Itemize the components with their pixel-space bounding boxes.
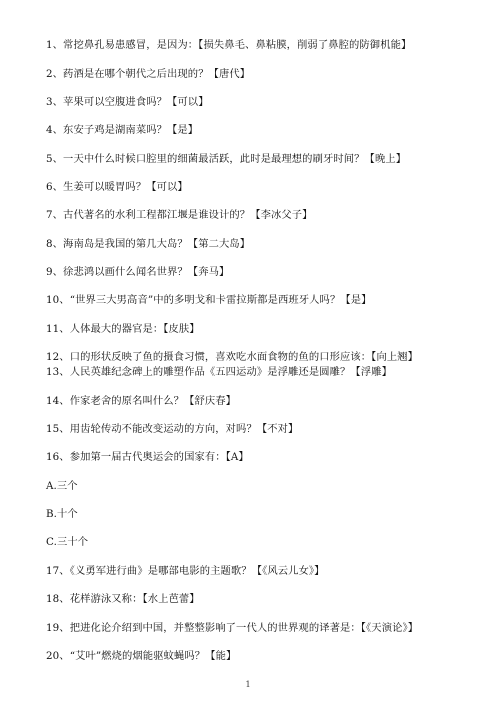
question-line-20: 20、“艾叶”燃烧的烟能驱蚊蝇吗？【能】 [46, 650, 237, 662]
question-line-17: 17、《义勇军进行曲》是哪部电影的主题歌？【《风云儿女》】 [46, 565, 325, 577]
question-line-13: 13、人民英雄纪念碑上的雕塑作品《五四运动》是浮雕还是圆雕？【浮雕】 [46, 366, 393, 378]
question-line-15: 15、用齿轮传动不能改变运动的方向，对吗？【不对】 [46, 423, 299, 435]
option-line-a: A.三个 [46, 480, 78, 492]
question-line-9: 9、徐悲鸿以画什么闻名世界？【奔马】 [46, 266, 230, 278]
question-line-11: 11、人体最大的器官是：【皮肤】 [46, 323, 200, 335]
question-line-18: 18、花样游泳又称：【水上芭蕾】 [46, 593, 200, 605]
question-line-19: 19、把进化论介绍到中国，并整整影响了一代人的世界观的译著是：【《天演论》】 [46, 622, 419, 634]
option-line-b: B.十个 [46, 508, 78, 520]
question-line-4: 4、东安子鸡是湖南菜吗？【是】 [46, 124, 199, 136]
question-line-10: 10、“世界三大男高音”中的多明戈和卡雷拉斯都是西班牙人吗？【是】 [46, 294, 372, 306]
question-line-6: 6、生姜可以暖胃吗？【可以】 [46, 181, 188, 193]
page-number: 1 [245, 680, 251, 689]
question-line-7: 7、古代著名的水利工程都江堰是谁设计的？【李冰父子】 [46, 209, 313, 221]
question-line-5: 5、一天中什么时候口腔里的细菌最活跃，此时是最理想的刷牙时间？【晚上】 [46, 153, 407, 165]
question-line-1: 1、常挖鼻孔易患感冒，是因为：【损失鼻毛、鼻粘膜，削弱了鼻腔的防御机能】 [46, 39, 412, 51]
question-line-8: 8、海南岛是我国的第几大岛？【第二大岛】 [46, 238, 251, 250]
question-line-2: 2、药酒是在哪个朝代之后出现的？【唐代】 [46, 68, 251, 80]
question-line-12: 12、口的形状反映了鱼的摄食习惯，喜欢吃水面食物的鱼的口形应该：【向上翘】 [46, 351, 419, 363]
question-line-14: 14、作家老舍的原名叫什么？【舒庆春】 [46, 395, 237, 407]
option-line-c: C.三十个 [46, 536, 89, 548]
question-line-16: 16、参加第一届古代奥运会的国家有：【A】 [46, 451, 249, 463]
question-line-3: 3、苹果可以空腹进食吗？【可以】 [46, 96, 209, 108]
